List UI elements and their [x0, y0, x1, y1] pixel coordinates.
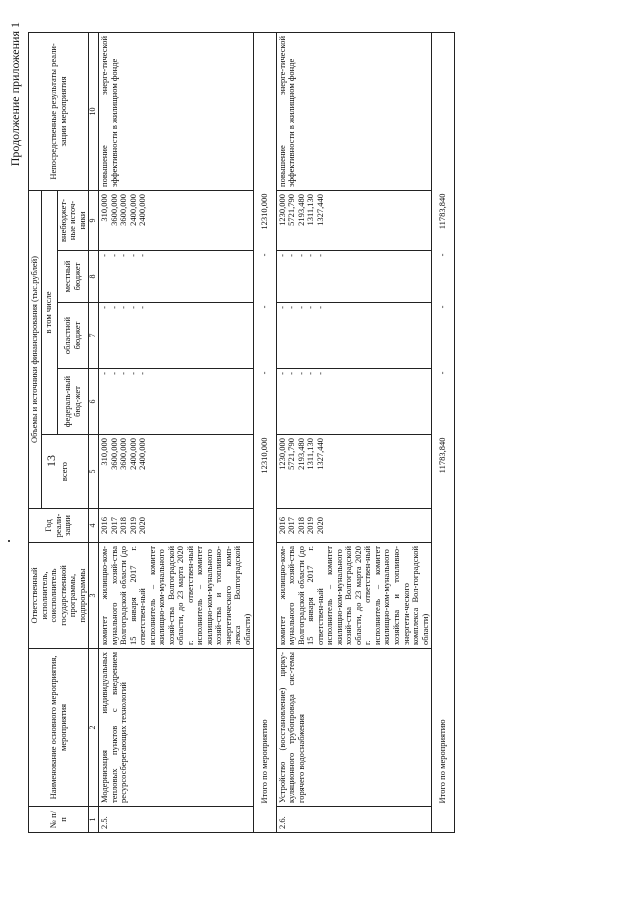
regional-cell	[276, 303, 431, 369]
header-offbudget: внебюджет-ные источ-ники	[57, 190, 89, 250]
header-financing: Объемы и источники финансирования (тыс.рублей)	[29, 190, 42, 508]
amount-value: 5721,790	[286, 438, 297, 470]
amount-value: 1311,130	[305, 438, 316, 470]
dash-value: -	[276, 372, 287, 375]
dash-value: -	[118, 306, 129, 309]
header-regional: областной бюджет	[57, 303, 89, 369]
year-value: 2016	[99, 517, 110, 534]
header-responsible: Ответственный исполнитель, соисполнитель государственной программы, подпрограммы	[29, 543, 89, 649]
dash-value: -	[127, 306, 138, 309]
dash-value: -	[99, 306, 110, 309]
dash-value: -	[127, 372, 138, 375]
dash-value: -	[276, 254, 287, 257]
years-cell	[276, 509, 431, 543]
dash-value: -	[137, 254, 148, 257]
dash-value: -	[127, 254, 138, 257]
dash-value: -	[305, 372, 316, 375]
total-amount: 12310,000	[254, 435, 277, 509]
column-number: 8	[89, 251, 99, 303]
dash-value: -	[305, 254, 316, 257]
local-cell	[276, 251, 431, 303]
total-cell	[276, 435, 431, 509]
amount-value: 2193,480	[295, 438, 306, 470]
column-number: 1	[89, 807, 99, 833]
federal-cell	[276, 369, 431, 435]
dash-value: -	[137, 306, 148, 309]
dash-value: -	[276, 306, 287, 309]
year-value: 2020	[314, 517, 325, 534]
amount-value: 2400,000	[137, 438, 148, 470]
year-value: 2018	[295, 517, 306, 534]
column-number: 7	[89, 303, 99, 369]
amount-value: 2400,000	[127, 438, 138, 470]
amount-value: 3600,000	[108, 438, 119, 470]
dash-value: -	[295, 372, 306, 375]
row-number: 2.5.	[99, 807, 254, 833]
page-number: 13	[44, 455, 58, 467]
header-total: всего	[41, 435, 89, 509]
dash-value: -	[314, 372, 325, 375]
amount-value: 2400,000	[127, 193, 138, 226]
row-number: 2.6.	[276, 807, 431, 833]
dash-value: -	[118, 372, 129, 375]
year-value: 2018	[118, 517, 129, 534]
column-number: 5	[89, 435, 99, 509]
dash-value: -	[99, 254, 110, 257]
column-number: 2	[89, 649, 99, 807]
amount-value: 1327,440	[314, 438, 325, 470]
dash-value: -	[286, 306, 297, 309]
amount-value: 1230,000	[276, 438, 287, 470]
dash-value: -	[254, 251, 277, 303]
amount-value: 1327,440	[314, 193, 325, 226]
dash-value: -	[254, 303, 277, 369]
responsible-executor: комитет жилищно-ком-мунального хозяй-ства Волгоградской области (до 15 января 2017 г. ответствен-ный исполнитель – комитет жилищно-ком-мунального хозяй-ства Волгоградской области, до 23 марта 2020 г. ответствен-ный исполнитель – комитет жилищно-ком-мунального хозяйства и топливно-энергети-ческого комплекса Вол-гоградской области)	[276, 543, 431, 649]
year-value: 2019	[305, 517, 316, 534]
year-value: 2020	[137, 517, 148, 534]
table-row-total	[254, 32, 277, 832]
amount-value: 3600,000	[118, 438, 129, 470]
table-row	[276, 32, 431, 832]
financing-table	[28, 32, 455, 833]
header-year: Год реали-зации	[29, 509, 89, 543]
amount-value: 3600,000	[118, 193, 129, 226]
total-label: Итого по мероприятию	[254, 509, 277, 807]
dash-value: -	[432, 303, 455, 369]
header-results: Непосредственные результаты реали-зации мероприятия	[29, 32, 89, 190]
dash-value: -	[286, 254, 297, 257]
measure-name: Устройство (восстановление) цирку-куляционного трубопровода сис-темы горячего водоснабжения	[276, 649, 431, 807]
dash-value: -	[295, 306, 306, 309]
dash-value: -	[108, 372, 119, 375]
dash-value: -	[314, 306, 325, 309]
total-label: Итого по мероприятию	[432, 509, 455, 807]
amount-value: 310,000	[99, 193, 110, 222]
dash-value: -	[432, 251, 455, 303]
dash-value: -	[305, 306, 316, 309]
local-cell	[99, 251, 254, 303]
header-including: в том числе	[41, 190, 57, 434]
dash-value: -	[314, 254, 325, 257]
dash-value: -	[108, 254, 119, 257]
dash-value: -	[295, 254, 306, 257]
dash-value: -	[432, 369, 455, 435]
year-value: 2017	[108, 517, 119, 534]
offbudget-cell	[276, 190, 431, 250]
header-no: № п/п	[29, 807, 89, 833]
table-row	[99, 32, 254, 832]
amount-value: 2193,480	[295, 193, 306, 226]
years-cell	[99, 509, 254, 543]
dash-value: -	[108, 306, 119, 309]
amount-value: 3600,000	[108, 193, 119, 226]
column-number: 4	[89, 509, 99, 543]
total-cell	[99, 435, 254, 509]
dash-value: -	[137, 372, 148, 375]
dash-value: -	[118, 254, 129, 257]
result-text: повышение энерге-тической эффективности в жилищном фонде	[276, 32, 431, 190]
dash-value: -	[286, 372, 297, 375]
column-number: 9	[89, 190, 99, 250]
total-amount: 11783,840	[432, 435, 455, 509]
column-number: 6	[89, 369, 99, 435]
offbudget-cell	[99, 190, 254, 250]
dash-value: -	[254, 369, 277, 435]
header-name: Наименование основного мероприятия, мероприятия	[29, 649, 89, 807]
column-number: 3	[89, 543, 99, 649]
table-row-total	[432, 32, 455, 832]
running-head: Продолжение приложения 1	[8, 22, 22, 167]
dash-value: -	[99, 372, 110, 375]
year-value: 2017	[286, 517, 297, 534]
federal-cell	[99, 369, 254, 435]
result-text: повышение энерге-тической эффективности в жилищном фонде	[99, 32, 254, 190]
amount-value: 5721,790	[286, 193, 297, 226]
regional-cell	[99, 303, 254, 369]
scan-speck	[8, 540, 10, 542]
column-number: 10	[89, 32, 99, 190]
total-offbudget: 12310,000	[254, 190, 277, 250]
amount-value: 1230,000	[276, 193, 287, 226]
amount-value: 2400,000	[137, 193, 148, 226]
year-value: 2016	[276, 517, 287, 534]
amount-value: 1311,130	[305, 193, 316, 226]
header-local: местный бюджет	[57, 251, 89, 303]
measure-name: Модернизация индивидуальных тепловых пунктов с внедрением ресурсосберегающих технологий	[99, 649, 254, 807]
amount-value: 310,000	[99, 438, 110, 466]
header-federal: федераль-ный бюд-жет	[57, 369, 89, 435]
responsible-executor: комитет жилищно-ком-мунального хозяй-ства Волгоградской области (до 15 января 2017 г. ответствен-ный исполнитель – комитет жилищно-ком-мунального хозяй-ства Волгоградской области, до 23 марта 2020 г. ответствен-ный исполнитель – комитет жилищно-ком-мунального хозяй-ства и топливно-энергетического комп-лекса Волгоградской области)	[99, 543, 254, 649]
total-offbudget: 11783,840	[432, 190, 455, 250]
year-value: 2019	[127, 517, 138, 534]
